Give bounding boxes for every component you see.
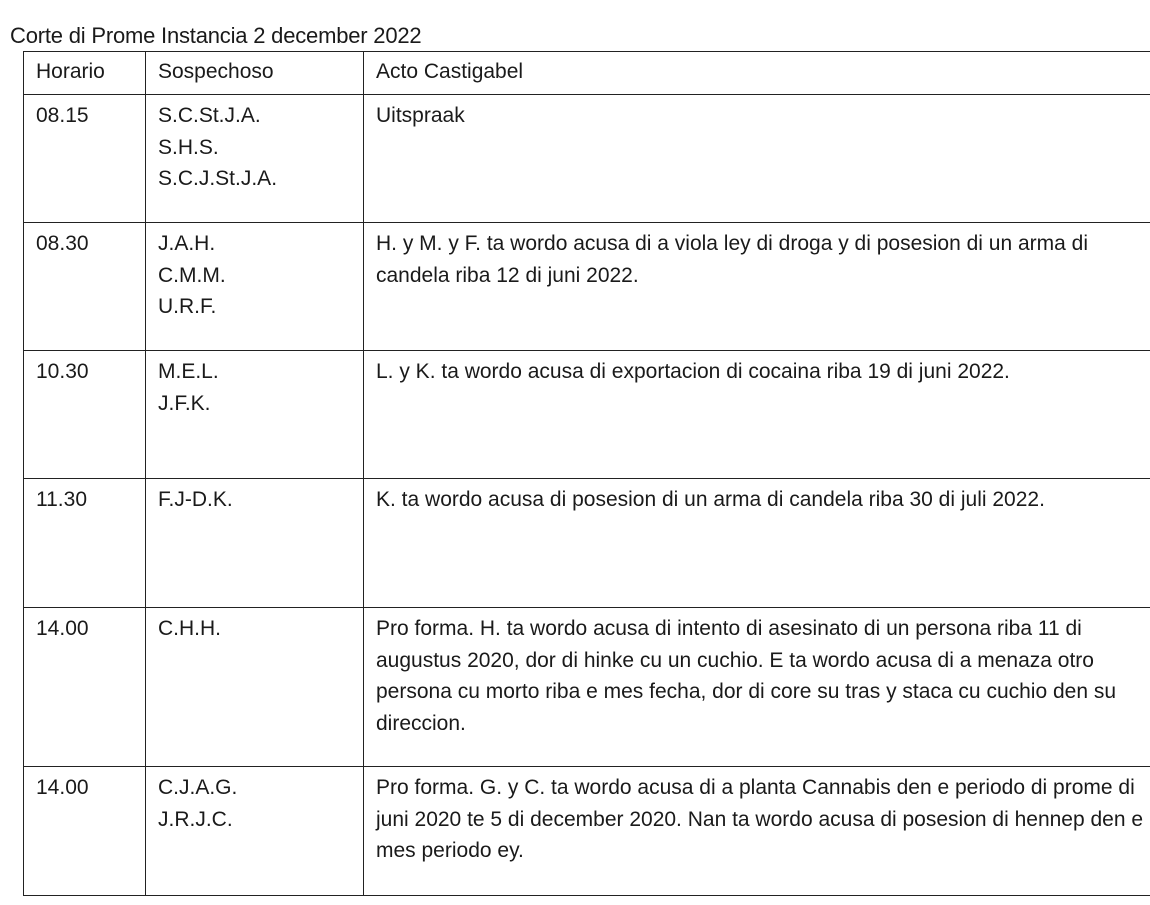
suspect-initials: S.H.S. — [158, 135, 219, 159]
act-description: K. ta wordo acusa di posesion di un arma di candela riba 30 di juli 2022. — [376, 488, 1045, 511]
time-cell: 14.00 — [24, 767, 146, 896]
act-description: L. y K. ta wordo acusa di exportacion di cocaina riba 19 di juni 2022. — [376, 360, 1010, 383]
act-cell — [364, 479, 1150, 608]
court-schedule-table — [23, 51, 1150, 896]
time-cell: 10.30 — [24, 351, 146, 479]
suspect-initials: U.R.F. — [158, 295, 217, 318]
act-description: H. y M. y F. ta wordo acusa di a viola ley di droga y di posesion di un arma di candela riba 12 di juni 2022. — [376, 232, 1089, 287]
suspect-initials: M.E.L. — [158, 360, 219, 383]
act-cell — [364, 608, 1150, 767]
table-row — [24, 767, 1150, 896]
document-title: Corte di Prome Instancia 2 december 2022 — [10, 23, 422, 48]
table-header-row — [24, 52, 1150, 95]
act-cell — [364, 95, 1150, 223]
table-row — [24, 95, 1150, 223]
suspects-cell — [146, 223, 364, 351]
table-row — [24, 608, 1150, 767]
suspect-initials: F.J-D.K. — [158, 488, 233, 511]
suspects-cell — [146, 479, 364, 608]
suspect-initials: S.C.J.St.J.A. — [158, 167, 278, 190]
act-description: Pro forma. H. ta wordo acusa di intento di asesinato di un persona riba 11 di augustus 2020, dor di hinke cu un cuchio. E ta wordo acusa di a menaza otro persona cu morto riba e mes fecha, dor di core su tras y staca cu cuchio den su direccion. — [376, 617, 1117, 735]
act-cell — [364, 223, 1150, 351]
suspects-cell — [146, 608, 364, 767]
act-cell — [364, 767, 1150, 896]
time-cell: 08.15 — [24, 95, 146, 223]
act-description: Pro forma. G. y C. ta wordo acusa di a planta Cannabis den e periodo di prome di juni 2020 te 5 di december 2020. Nan ta wordo acusa di posesion di hennep den e mes periodo ey. — [376, 776, 1144, 862]
suspects-cell — [146, 767, 364, 896]
time-cell: 14.00 — [24, 608, 146, 767]
table-row — [24, 351, 1150, 479]
column-header-act: Acto Castigabel — [364, 52, 1150, 95]
table-row — [24, 223, 1150, 351]
suspect-initials: J.A.H. — [158, 232, 216, 255]
table-row — [24, 479, 1150, 608]
time-cell: 08.30 — [24, 223, 146, 351]
suspects-cell — [146, 95, 364, 223]
suspect-initials: C.J.A.G. — [158, 776, 238, 799]
suspect-initials: J.F.K. — [158, 391, 211, 415]
act-description: Uitspraak — [376, 104, 465, 127]
column-header-time: Horario — [24, 52, 146, 95]
suspect-initials: J.R.J.C. — [158, 807, 233, 831]
column-header-suspects: Sospechoso — [146, 52, 364, 95]
suspect-initials: S.C.St.J.A. — [158, 104, 261, 127]
suspect-initials: C.M.M. — [158, 263, 226, 287]
time-cell: 11.30 — [24, 479, 146, 608]
suspects-cell — [146, 351, 364, 479]
suspect-initials: C.H.H. — [158, 617, 221, 640]
act-cell — [364, 351, 1150, 479]
